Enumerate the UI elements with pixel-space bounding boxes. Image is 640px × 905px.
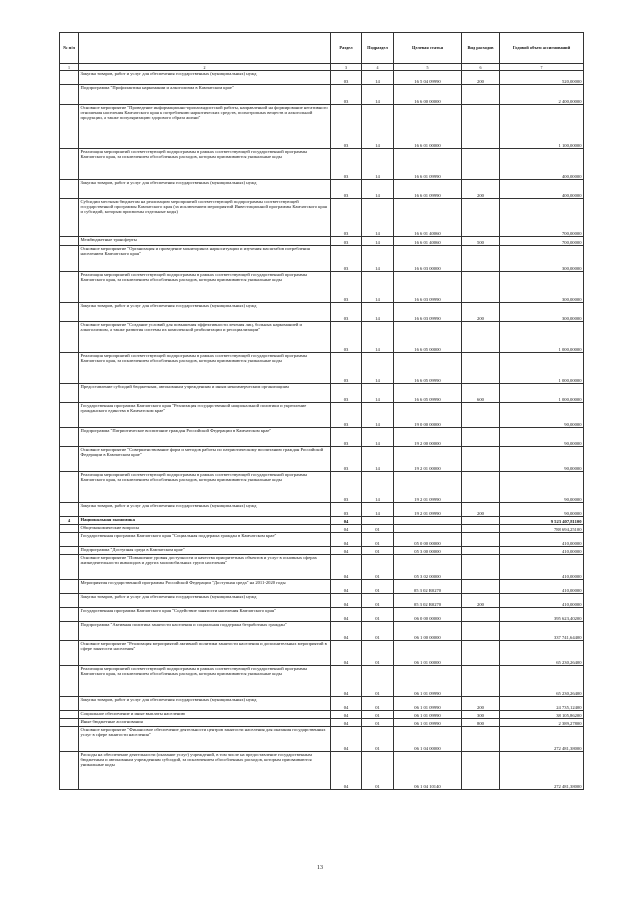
row-target: 19 2 01 09990: [394, 472, 462, 503]
table-body: [60, 71, 584, 790]
row-expense-type: [462, 447, 500, 472]
row-number: [60, 711, 79, 719]
row-name: Реализация мероприятий соответствующей подпрограммы в рамках соответствующей государственной программы Камчатского края, за исключением обособленных расходов, которым присваиваются уникальные коды: [79, 149, 331, 180]
row-subsection: 01: [362, 641, 394, 666]
column-number: 2: [79, 64, 331, 71]
header-section: Раздел: [331, 33, 362, 64]
row-name: Закупка товаров, работ и услуг для обеспечения государственных (муниципальных) нужд: [79, 71, 331, 85]
row-section: 03: [331, 353, 362, 384]
row-number: [60, 447, 79, 472]
row-target: 06 1 01 00000: [394, 641, 462, 666]
row-expense-type: 300: [462, 711, 500, 719]
row-name: Межбюджетные трансферты: [79, 237, 331, 246]
row-name: Мероприятия государственной программы Российской Федерации "Доступная среда" на 2011-2020 годы: [79, 580, 331, 594]
row-expense-type: [462, 149, 500, 180]
row-number: 4: [60, 517, 79, 525]
table-row: [60, 594, 584, 608]
table-row: [60, 608, 584, 622]
table-row: [60, 85, 584, 105]
row-expense-type: [462, 517, 500, 525]
row-amount: 9 523 407,81100: [500, 517, 584, 525]
column-number: 7: [500, 64, 584, 71]
header-name: [79, 33, 331, 64]
row-amount: 1 000,00000: [500, 384, 584, 403]
table-row: [60, 752, 584, 790]
row-expense-type: [462, 547, 500, 555]
row-name: Закупка товаров, работ и услуг для обеспечения государственных (муниципальных) нужд: [79, 180, 331, 199]
row-target: [394, 525, 462, 533]
row-number: [60, 272, 79, 303]
row-section: 03: [331, 85, 362, 105]
row-name: Общеэкономические вопросы: [79, 525, 331, 533]
page-number: 13: [317, 865, 323, 871]
row-subsection: 14: [362, 71, 394, 85]
column-number: 3: [331, 64, 362, 71]
table-row: [60, 149, 584, 180]
row-number: [60, 666, 79, 697]
table-row: [60, 303, 584, 322]
row-target: 16 6 01 09990: [394, 180, 462, 199]
row-number: [60, 752, 79, 790]
row-section: 03: [331, 199, 362, 237]
row-amount: 410,00000: [500, 547, 584, 555]
row-amount: 410,00000: [500, 555, 584, 580]
row-expense-type: 200: [462, 303, 500, 322]
row-number: [60, 322, 79, 353]
row-section: 04: [331, 752, 362, 790]
row-amount: 90,00000: [500, 428, 584, 447]
row-number: [60, 199, 79, 237]
budget-table: [59, 32, 584, 790]
column-number: 6: [462, 64, 500, 71]
row-subsection: 01: [362, 547, 394, 555]
row-name: Государственная программа Камчатского края "Содействие занятости населения Камчатского края": [79, 608, 331, 622]
row-number: [60, 149, 79, 180]
row-subsection: 01: [362, 594, 394, 608]
row-subsection: 01: [362, 752, 394, 790]
row-amount: 90,00000: [500, 403, 584, 428]
row-section: 03: [331, 105, 362, 149]
row-target: 05 0 00 00000: [394, 533, 462, 547]
row-subsection: 01: [362, 622, 394, 641]
row-target: 19 2 01 00000: [394, 447, 462, 472]
row-subsection: 14: [362, 322, 394, 353]
row-amount: 300,00000: [500, 246, 584, 272]
header-amount: Годовой объем ассигнований: [500, 33, 584, 64]
row-number: [60, 547, 79, 555]
row-amount: 520,00000: [500, 71, 584, 85]
row-subsection: 14: [362, 303, 394, 322]
table-row: [60, 71, 584, 85]
row-expense-type: 200: [462, 697, 500, 711]
row-amount: 337 741,64400: [500, 622, 584, 641]
row-subsection: [362, 517, 394, 525]
header-expense-type: Вид расходов: [462, 33, 500, 64]
row-section: 03: [331, 322, 362, 353]
row-expense-type: [462, 322, 500, 353]
row-name: Государственная программа Камчатского края "Реализация государственной национальной политики и укрепление гражданского единства в Камчатском крае": [79, 403, 331, 428]
row-section: 03: [331, 246, 362, 272]
row-section: 03: [331, 472, 362, 503]
row-amount: 90,00000: [500, 472, 584, 503]
row-expense-type: [462, 525, 500, 533]
row-subsection: 01: [362, 525, 394, 533]
row-number: [60, 719, 79, 727]
row-target: [394, 517, 462, 525]
row-target: 06 1 01 09990: [394, 666, 462, 697]
row-number: [60, 85, 79, 105]
row-expense-type: 200: [462, 503, 500, 517]
row-expense-type: [462, 353, 500, 384]
row-number: [60, 533, 79, 547]
row-section: 03: [331, 447, 362, 472]
row-amount: 272 481,38000: [500, 752, 584, 790]
table-row: [60, 555, 584, 580]
row-section: 03: [331, 403, 362, 428]
table-row: [60, 533, 584, 547]
table-row: [60, 322, 584, 353]
row-amount: 410,00000: [500, 533, 584, 547]
row-section: 04: [331, 608, 362, 622]
row-section: 04: [331, 517, 362, 525]
row-number: [60, 622, 79, 641]
table-row: [60, 403, 584, 428]
row-name: Предоставление субсидий бюджетным, автономным учреждениям и иным некоммерческим организациям: [79, 384, 331, 403]
row-name: Основное мероприятие "Повышение уровня доступности и качества приоритетных объектов и услуг в основных сферах жизнедеятельности инвалидов и других маломобильных групп населения": [79, 555, 331, 580]
row-section: 04: [331, 719, 362, 727]
row-target: 05 3 02 R0270: [394, 580, 462, 594]
row-number: [60, 246, 79, 272]
row-target: 19 0 00 00000: [394, 403, 462, 428]
header-target: Целевая статья: [394, 33, 462, 64]
row-name: Реализация мероприятий соответствующей подпрограммы в рамках соответствующей государственной программы Камчатского края, за исключением обособленных расходов, которым присваиваются уникальные коды: [79, 353, 331, 384]
row-number: [60, 555, 79, 580]
row-name: Подпрограмма "Доступная среда в Камчатском крае": [79, 547, 331, 555]
row-subsection: 14: [362, 447, 394, 472]
table-row: [60, 237, 584, 246]
row-name: Субсидии местным бюджетам на реализацию мероприятий соответствующей подпрограммы соответствующей государственной программы Камчатского края (за исключением мероприятий Инвестиционной программы Камчатского края и субсидий, которым присвоены отдельные коды): [79, 199, 331, 237]
row-expense-type: [462, 752, 500, 790]
row-target: 16 6 05 09990: [394, 384, 462, 403]
row-number: [60, 353, 79, 384]
row-target: 06 1 04 00000: [394, 727, 462, 752]
row-name: Основное мероприятие "Организация и проведение мониторинга наркоситуации и изучения масштабов потребления населением Камчатского края": [79, 246, 331, 272]
header-num: № п/п: [60, 33, 79, 64]
row-number: [60, 594, 79, 608]
row-expense-type: 200: [462, 71, 500, 85]
row-number: [60, 580, 79, 594]
row-target: 16 6 03 09990: [394, 303, 462, 322]
row-subsection: 14: [362, 272, 394, 303]
row-number: [60, 727, 79, 752]
table-row: [60, 428, 584, 447]
table-row: [60, 503, 584, 517]
row-target: 16 6 01 00000: [394, 105, 462, 149]
row-amount: 1 000,00000: [500, 322, 584, 353]
row-expense-type: [462, 428, 500, 447]
row-expense-type: [462, 727, 500, 752]
row-subsection: 01: [362, 555, 394, 580]
row-subsection: 14: [362, 428, 394, 447]
row-expense-type: 600: [462, 384, 500, 403]
row-number: [60, 697, 79, 711]
row-amount: 1 100,00000: [500, 105, 584, 149]
row-amount: 410,00000: [500, 594, 584, 608]
row-number: [60, 105, 79, 149]
table-header-row: [60, 33, 584, 64]
row-number: [60, 525, 79, 533]
row-section: 04: [331, 697, 362, 711]
row-section: 04: [331, 533, 362, 547]
row-expense-type: [462, 472, 500, 503]
row-subsection: 14: [362, 353, 394, 384]
row-name: Социальное обеспечение и иные выплаты населению: [79, 711, 331, 719]
row-subsection: 14: [362, 237, 394, 246]
row-amount: 400,00000: [500, 180, 584, 199]
row-amount: 395 623,40200: [500, 608, 584, 622]
row-expense-type: [462, 403, 500, 428]
row-name: Закупка товаров, работ и услуг для обеспечения государственных (муниципальных) нужд: [79, 697, 331, 711]
row-amount: 65 230,26400: [500, 641, 584, 666]
row-amount: 300,00000: [500, 272, 584, 303]
table-row: [60, 697, 584, 711]
row-name: Основное мероприятие "Проведение информационно-пропагандистской работы, направленной на формирование негативного отношения населения Камчатского края к потреблению наркотических средств, психотропных веществ и алкогольной продукции, а также популяризацию здорового образа жизни": [79, 105, 331, 149]
table-row: [60, 199, 584, 237]
row-expense-type: [462, 608, 500, 622]
row-number: [60, 641, 79, 666]
row-amount: 788 694,25100: [500, 525, 584, 533]
row-amount: 2 389,27800: [500, 719, 584, 727]
row-expense-type: [462, 666, 500, 697]
row-expense-type: 200: [462, 180, 500, 199]
row-target: 16 5 04 09990: [394, 71, 462, 85]
row-target: 16 6 01 09990: [394, 149, 462, 180]
row-subsection: 01: [362, 608, 394, 622]
row-number: [60, 71, 79, 85]
row-section: 04: [331, 525, 362, 533]
table-row: [60, 622, 584, 641]
row-name: Подпрограмма "Активная политика занятости населения и социальная поддержка безработных граждан": [79, 622, 331, 641]
table-row: [60, 641, 584, 666]
row-number: [60, 384, 79, 403]
row-target: 16 6 01 40060: [394, 199, 462, 237]
row-name: Закупка товаров, работ и услуг для обеспечения государственных (муниципальных) нужд: [79, 503, 331, 517]
column-number: 5: [394, 64, 462, 71]
row-subsection: 01: [362, 580, 394, 594]
row-section: 04: [331, 666, 362, 697]
row-amount: 65 230,26400: [500, 666, 584, 697]
row-amount: 300,00000: [500, 303, 584, 322]
row-target: 06 0 00 00000: [394, 608, 462, 622]
row-amount: 90,00000: [500, 503, 584, 517]
row-name: Реализация мероприятий соответствующей подпрограммы в рамках соответствующей государственной программы Камчатского края, за исключением обособленных расходов, которым присваиваются уникальные коды: [79, 472, 331, 503]
row-number: [60, 608, 79, 622]
row-subsection: 01: [362, 727, 394, 752]
row-amount: 2 400,00000: [500, 85, 584, 105]
row-number: [60, 472, 79, 503]
row-subsection: 14: [362, 246, 394, 272]
row-name: Национальная экономика: [79, 517, 331, 525]
row-subsection: 14: [362, 199, 394, 237]
row-target: 16 6 05 09990: [394, 353, 462, 384]
row-target: 06 1 04 10140: [394, 752, 462, 790]
table-row: [60, 727, 584, 752]
row-target: 16 6 03 09990: [394, 272, 462, 303]
row-subsection: 01: [362, 711, 394, 719]
table-row: [60, 384, 584, 403]
row-expense-type: 500: [462, 237, 500, 246]
row-expense-type: [462, 105, 500, 149]
row-target: 19 2 01 09990: [394, 503, 462, 517]
row-name: Закупка товаров, работ и услуг для обеспечения государственных (муниципальных) нужд: [79, 594, 331, 608]
table-row: [60, 472, 584, 503]
row-subsection: 14: [362, 503, 394, 517]
row-section: 03: [331, 71, 362, 85]
row-amount: 410,00000: [500, 580, 584, 594]
row-section: 04: [331, 641, 362, 666]
row-section: 03: [331, 384, 362, 403]
row-subsection: 01: [362, 666, 394, 697]
table-row: [60, 547, 584, 555]
row-amount: 700,00000: [500, 237, 584, 246]
table-row: [60, 525, 584, 533]
row-name: Основное мероприятие "Финансовое обеспечение деятельности центров занятости населения для оказания государственных услуг в сфере занятости населения": [79, 727, 331, 752]
row-expense-type: [462, 555, 500, 580]
row-amount: 38 105,86200: [500, 711, 584, 719]
table-row: [60, 246, 584, 272]
row-section: 04: [331, 547, 362, 555]
row-subsection: 14: [362, 180, 394, 199]
table-row: [60, 353, 584, 384]
row-amount: 90,00000: [500, 447, 584, 472]
table-row: [60, 666, 584, 697]
row-expense-type: [462, 199, 500, 237]
row-section: 04: [331, 555, 362, 580]
row-expense-type: [462, 641, 500, 666]
row-section: 03: [331, 503, 362, 517]
row-amount: 272 481,38000: [500, 727, 584, 752]
row-section: 04: [331, 711, 362, 719]
row-subsection: 01: [362, 697, 394, 711]
row-section: 03: [331, 180, 362, 199]
row-target: 16 6 01 40060: [394, 237, 462, 246]
row-expense-type: [462, 85, 500, 105]
row-target: 06 1 01 09990: [394, 697, 462, 711]
row-subsection: 01: [362, 533, 394, 547]
header-subsection: Подраздел: [362, 33, 394, 64]
table-row: [60, 719, 584, 727]
row-expense-type: [462, 272, 500, 303]
row-expense-type: [462, 580, 500, 594]
row-target: 06 1 01 09990: [394, 719, 462, 727]
column-number: 1: [60, 64, 79, 71]
row-amount: 24 735,12400: [500, 697, 584, 711]
row-expense-type: 800: [462, 719, 500, 727]
row-number: [60, 303, 79, 322]
row-subsection: 14: [362, 472, 394, 503]
row-name: Государственная программа Камчатского края "Социальная поддержка граждан в Камчатском крае": [79, 533, 331, 547]
row-subsection: 14: [362, 384, 394, 403]
row-section: 04: [331, 727, 362, 752]
column-number-row: [60, 64, 584, 71]
row-subsection: 14: [362, 85, 394, 105]
row-target: 05 3 02 00000: [394, 555, 462, 580]
row-amount: 700,00000: [500, 199, 584, 237]
row-number: [60, 180, 79, 199]
row-section: 04: [331, 622, 362, 641]
table-row: [60, 517, 584, 525]
row-name: Основное мероприятие "Совершенствование форм и методов работы по патриотическому воспитанию граждан Российской Федерации в Камчатском крае": [79, 447, 331, 472]
row-name: Реализация мероприятий соответствующей подпрограммы в рамках соответствующей государственной программы Камчатского края, за исключением обособленных расходов, которым присваиваются уникальные коды: [79, 666, 331, 697]
row-section: 03: [331, 428, 362, 447]
row-section: 04: [331, 580, 362, 594]
row-section: 03: [331, 272, 362, 303]
row-subsection: 14: [362, 149, 394, 180]
table-row: [60, 105, 584, 149]
row-name: Основное мероприятие "Реализация мероприятий активной политики занятости населения и дополнительных мероприятий в сфере занятости населения": [79, 641, 331, 666]
row-name: Реализация мероприятий соответствующей подпрограммы в рамках соответствующей государственной программы Камчатского края, за исключением обособленных расходов, которым присваиваются уникальные коды: [79, 272, 331, 303]
table-row: [60, 711, 584, 719]
row-subsection: 01: [362, 719, 394, 727]
table-row: [60, 272, 584, 303]
row-number: [60, 428, 79, 447]
row-target: 16 6 05 00000: [394, 322, 462, 353]
row-number: [60, 503, 79, 517]
row-name: Расходы на обеспечение деятельности (оказание услуг) учреждений, в том числе на предоставление государственным бюджетным и автономным учреждениям субсидий, за исключением обособленных расходов, которым присваиваются уникальные коды: [79, 752, 331, 790]
column-number: 4: [362, 64, 394, 71]
row-subsection: 14: [362, 105, 394, 149]
row-name: Основное мероприятие "Создание условий для повышения эффективности лечения лиц, больных наркоманией и алкоголизмом, а также развития системы их комплексной реабилитации и ресоциализации": [79, 322, 331, 353]
row-subsection: 14: [362, 403, 394, 428]
table-row: [60, 180, 584, 199]
row-name: Подпрограмма "Патриотическое воспитание граждан Российской Федерации в Камчатском крае": [79, 428, 331, 447]
row-amount: 400,00000: [500, 149, 584, 180]
row-target: 06 1 00 00000: [394, 622, 462, 641]
row-number: [60, 237, 79, 246]
row-expense-type: 200: [462, 594, 500, 608]
row-number: [60, 403, 79, 428]
row-section: 03: [331, 149, 362, 180]
row-target: 16 6 00 00000: [394, 85, 462, 105]
row-target: 05 3 00 00000: [394, 547, 462, 555]
row-target: 16 6 03 00000: [394, 246, 462, 272]
table-row: [60, 447, 584, 472]
row-section: 03: [331, 303, 362, 322]
row-amount: 1 000,00000: [500, 353, 584, 384]
row-target: 05 3 02 R0270: [394, 594, 462, 608]
row-section: 04: [331, 594, 362, 608]
row-section: 03: [331, 237, 362, 246]
row-target: 19 2 00 00000: [394, 428, 462, 447]
row-name: Закупка товаров, работ и услуг для обеспечения государственных (муниципальных) нужд: [79, 303, 331, 322]
row-name: Подпрограмма "Профилактика наркомании и алкоголизма в Камчатском крае": [79, 85, 331, 105]
row-target: 06 1 01 09990: [394, 711, 462, 719]
row-name: Иные бюджетные ассигнования: [79, 719, 331, 727]
table-row: [60, 580, 584, 594]
row-expense-type: [462, 533, 500, 547]
row-expense-type: [462, 246, 500, 272]
row-expense-type: [462, 622, 500, 641]
